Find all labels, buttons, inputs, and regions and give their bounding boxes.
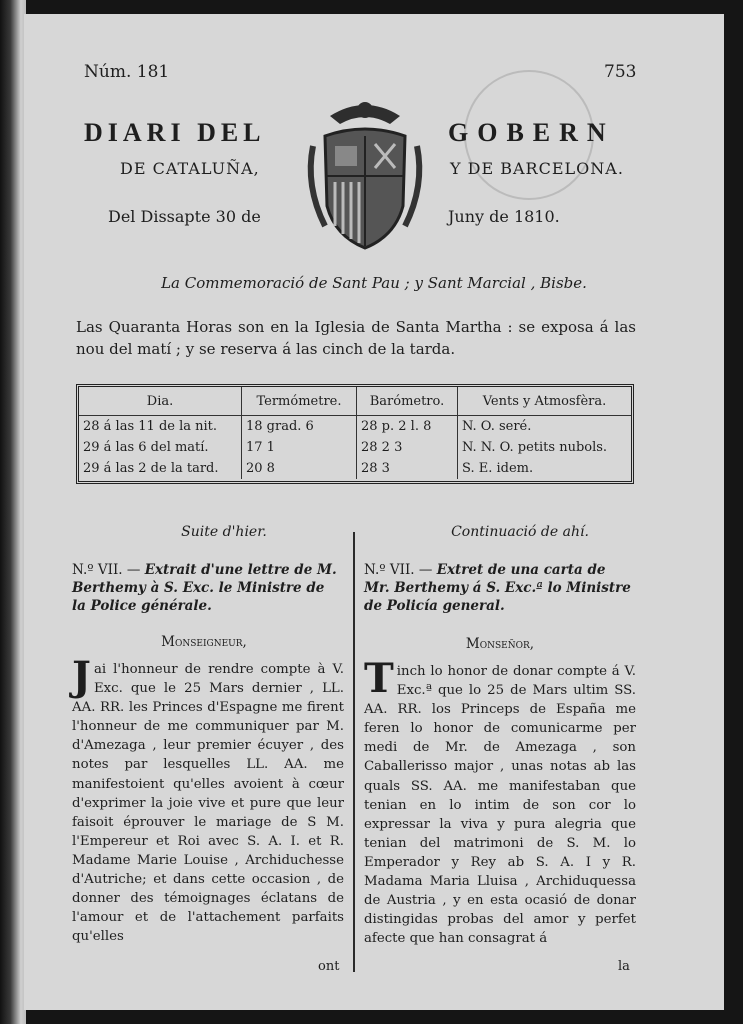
left-article-body: [72, 653, 344, 946]
right-salutation: Monseñor,: [465, 636, 535, 652]
left-article-number: N.º VII. —: [72, 562, 141, 578]
left-salutation: Monseigneur,: [161, 634, 247, 650]
commemoration-line: La Commemoració de Sant Pau ; y Sant Marcial , Bisbe.: [161, 274, 587, 292]
title-right: GOBERN: [448, 118, 615, 147]
left-column-heading: Suite d'hier.: [181, 524, 267, 540]
right-catchword: la: [618, 959, 630, 974]
date-left: Del Dissapte 30 de: [108, 207, 261, 226]
subtitle-right: Y DE BARCELONA.: [450, 159, 624, 178]
right-article-number: N.º VII. —: [364, 562, 433, 578]
table-header-barometer: Barómetro.: [357, 387, 458, 416]
title-left: DIARI DEL: [84, 118, 266, 147]
book-spine: [0, 0, 26, 1024]
left-body-text: ai l'honneur de rendre compte à V. Exc. que le 25 Mars dernier , LL. AA. RR. les Princes d'Espagne me firent l'honneur de me communiquer par M. d'Amezaga , leur premier écuyer , des notes par lesquelles LL. AA. me manifestoient qu'elles avoient à cœur d'exprimer la joie vive et pure que leur faisoit éprouver le mariage de S M. l'Empereur et Roi avec S. A. I. et R. Madame Marie Louise , Archiduchesse d'Autriche; et dans cette occasion , de donner des témoignages éclatans de l'amour et de l'attachement parfaits qu'elles: [72, 662, 344, 945]
right-drop-cap: T: [364, 655, 394, 702]
table-row: 29 á las 2 de la tard. 20 8 28 3 S. E. idem.: [79, 458, 631, 479]
column-divider: [353, 532, 355, 972]
page-number: 753: [604, 62, 637, 82]
forty-hours-notice: Las Quaranta Horas son en la Iglesia de Santa Martha : se exposa á las nou del matí ; y se reserva á las cinch de la tarda.: [76, 318, 636, 358]
right-article-heading: [364, 561, 634, 615]
table-header-day: Dia.: [79, 387, 242, 416]
right-column-heading: Continuació de ahí.: [451, 524, 589, 540]
left-drop-cap: J: [72, 653, 91, 700]
newspaper-page: [24, 14, 724, 1010]
weather-table: [76, 384, 634, 484]
right-body-text: inch lo honor de donar compte á V. Exc.ª que lo 25 de Mars ultim SS. AA. RR. los Princeps de España me feren lo honor de comunicarme per medi de Mr. de Amezaga , son Caballerisso major , unas notas ab las quals SS. AA. me manifestaban que tenian en lo intim de son cor lo expressar la viva y pura alegria que tenian del matrimoni de S. M. lo Emperador y Rey ab S. A. I y R. Madama Maria Lluisa , Archiduquessa de Austria , y en esta ocasió de donar distingidas probas del amor y perfet afecte que han consagrat á: [364, 664, 636, 947]
left-article-title: Extrait d'une lettre de M. Berthemy à S. Exc. le Ministre de la Police générale.: [72, 562, 337, 614]
issue-number: Núm. 181: [84, 62, 170, 82]
right-article-body: [364, 655, 636, 948]
left-article-heading: [72, 561, 342, 615]
table-header-winds: Vents y Atmosfèra.: [458, 387, 632, 416]
table-row: 28 á las 11 de la nit. 18 grad. 6 28 p. 2 l. 8 N. O. seré.: [79, 416, 631, 438]
table-row: 29 á las 6 del matí. 17 1 28 2 3 N. N. O. petits nubols.: [79, 437, 631, 458]
left-catchword: ont: [318, 959, 340, 974]
right-article-title: Extret de una carta de Mr. Berthemy á S. Exc.ª lo Ministre de Policía general.: [364, 562, 631, 614]
table-header-thermometer: Termómetre.: [242, 387, 357, 416]
subtitle-left: DE CATALUÑA,: [120, 159, 260, 178]
date-right: Juny de 1810.: [448, 207, 560, 226]
coat-of-arms-icon: [295, 96, 435, 256]
